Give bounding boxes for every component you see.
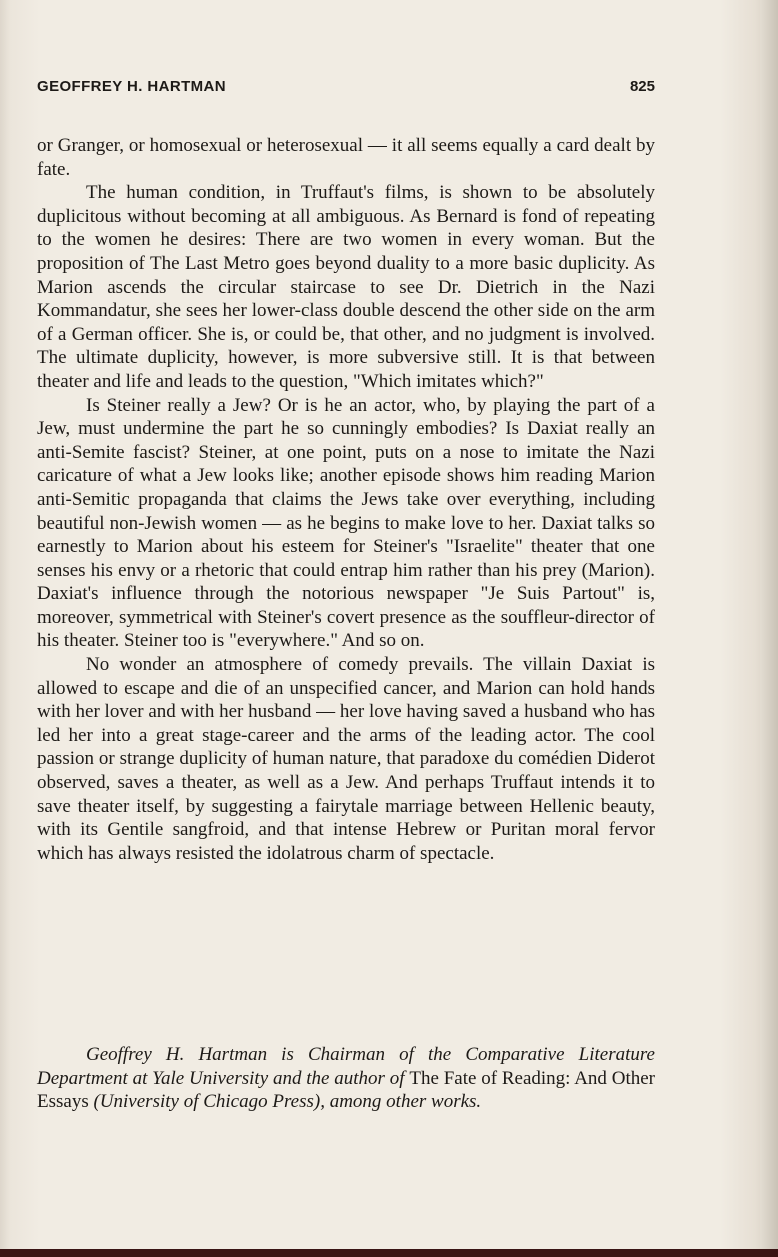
running-head: GEOFFREY H. HARTMAN [37,78,226,95]
bio-text-part2: (University of Chicago Press), among other works. [88,1091,482,1113]
author-bio [37,1043,655,1114]
page-spine-edge [760,0,778,1257]
paragraph-1: or Granger, or homosexual or heterosexual — it all seems equally a card dealt by fate. [37,135,655,180]
article-body [37,134,655,865]
bottom-edge-bar [0,1249,778,1257]
page-number: 825 [629,78,655,95]
bio-book-title: The Fate of Reading: And Other Essays [37,1067,655,1113]
bio-text-part1: Geoffrey H. Hartman is Chairman of the Comparative Literature Department at Yale University and the author of [37,1044,655,1089]
paragraph-4: No wonder an atmosphere of comedy prevails. The villain Daxiat is allowed to escape and die of an unspecified cancer, and Marion can hold hands with her lover and with her husband — her love having saved a husband who has led her into a great stage-career and the arms of the leading actor. The cool passion or strange duplicity of human nature, that paradoxe du comédien Diderot observed, saves a theater, as well as a Jew. And perhaps Truffaut intends it to save theater itself, by suggesting a fairytale marriage between Hellenic beauty, with its Gentile sangfroid, and that intense Hebrew or Puritan moral fervor which has always resisted the idolatrous charm of spectacle. [37,654,655,864]
paragraph-3: Is Steiner really a Jew? Or is he an actor, who, by playing the part of a Jew, must undermine the part he so cunningly embodies? Is Daxiat really an anti-Semite fascist? Steiner, at one point, puts on a nose to imitate the Nazi caricature of what a Jew looks like; another episode shows him reading Marion anti-Semitic propaganda that claims the Jews take over everything, including beautiful non-Jewish women — as he begins to make love to her. Daxiat talks so earnestly to Marion about his esteem for Steiner's "Israelite" theater that one senses his envy or a rhetoric that could entrap him rather than his prey (Marion). Daxiat's influence through the notorious newspaper "Je Suis Partout" is, moreover, symmetrical with Steiner's covert presence as the souffleur-director of his theater. Steiner too is "everywhere." And so on. [37,394,655,652]
paragraph-2: The human condition, in Truffaut's films, is shown to be absolutely duplicitous without becoming at all ambiguous. As Bernard is fond of repeating to the women he desires: There are two women in every woman. But the proposition of The Last Metro goes beyond duality to a more basic duplicity. As Marion ascends the circular staircase to see Dr. Dietrich in the Nazi Kommandatur, she sees her lower-class double descend the other side on the arm of a German officer. She is, or could be, that other, and no judgment is involved. The ultimate duplicity, however, is more subversive still. It is that between theater and life and leads to the question, "Which imitates which?" [37,182,655,392]
page-header [37,78,655,102]
